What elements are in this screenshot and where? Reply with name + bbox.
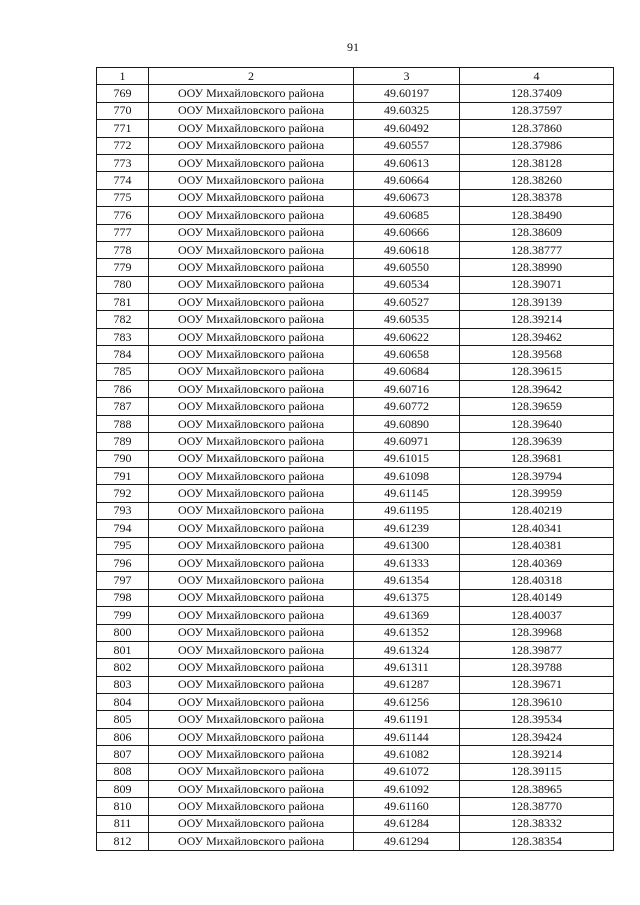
table-row	[97, 589, 614, 606]
cell-number: 770	[97, 102, 149, 119]
cell-name: ООУ Михайловского района	[149, 711, 354, 728]
table-row	[97, 154, 614, 171]
cell-name: ООУ Михайловского района	[149, 172, 354, 189]
cell-name: ООУ Михайловского района	[149, 554, 354, 571]
cell-longitude: 128.40318	[460, 572, 614, 589]
cell-number: 810	[97, 798, 149, 815]
cell-latitude: 49.61072	[354, 763, 460, 780]
cell-latitude: 49.61300	[354, 537, 460, 554]
cell-name: ООУ Михайловского района	[149, 311, 354, 328]
cell-number: 808	[97, 763, 149, 780]
cell-number: 784	[97, 346, 149, 363]
table-row	[97, 624, 614, 641]
table-row	[97, 137, 614, 154]
table-row	[97, 311, 614, 328]
cell-number: 786	[97, 381, 149, 398]
cell-latitude: 49.60622	[354, 328, 460, 345]
cell-longitude: 128.39534	[460, 711, 614, 728]
cell-name: ООУ Михайловского района	[149, 224, 354, 241]
table-row	[97, 502, 614, 519]
cell-name: ООУ Михайловского района	[149, 763, 354, 780]
cell-longitude: 128.38609	[460, 224, 614, 241]
cell-latitude: 49.61195	[354, 502, 460, 519]
table-row	[97, 415, 614, 432]
cell-longitude: 128.39462	[460, 328, 614, 345]
cell-longitude: 128.39610	[460, 694, 614, 711]
table-header	[97, 68, 614, 85]
cell-number: 783	[97, 328, 149, 345]
cell-latitude: 49.61354	[354, 572, 460, 589]
cell-number: 785	[97, 363, 149, 380]
cell-longitude: 128.40149	[460, 589, 614, 606]
cell-longitude: 128.37860	[460, 120, 614, 137]
cell-longitude: 128.38490	[460, 207, 614, 224]
cell-longitude: 128.38354	[460, 833, 614, 850]
cell-latitude: 49.61015	[354, 450, 460, 467]
cell-longitude: 128.38260	[460, 172, 614, 189]
coordinates-table	[96, 67, 614, 851]
cell-latitude: 49.60772	[354, 398, 460, 415]
cell-number: 797	[97, 572, 149, 589]
cell-longitude: 128.39071	[460, 276, 614, 293]
cell-latitude: 49.60664	[354, 172, 460, 189]
cell-name: ООУ Михайловского района	[149, 294, 354, 311]
cell-name: ООУ Михайловского района	[149, 502, 354, 519]
cell-number: 795	[97, 537, 149, 554]
cell-latitude: 49.61333	[354, 554, 460, 571]
table-row	[97, 572, 614, 589]
cell-number: 799	[97, 607, 149, 624]
cell-number: 801	[97, 641, 149, 658]
table-row	[97, 815, 614, 832]
cell-longitude: 128.39968	[460, 624, 614, 641]
cell-longitude: 128.40341	[460, 520, 614, 537]
cell-latitude: 49.60550	[354, 259, 460, 276]
cell-latitude: 49.60673	[354, 189, 460, 206]
cell-longitude: 128.38332	[460, 815, 614, 832]
cell-latitude: 49.61284	[354, 815, 460, 832]
cell-number: 807	[97, 746, 149, 763]
cell-longitude: 128.39659	[460, 398, 614, 415]
cell-latitude: 49.60658	[354, 346, 460, 363]
cell-latitude: 49.60325	[354, 102, 460, 119]
cell-name: ООУ Михайловского района	[149, 624, 354, 641]
cell-name: ООУ Михайловского района	[149, 641, 354, 658]
cell-longitude: 128.40219	[460, 502, 614, 519]
page-number: 91	[347, 40, 359, 54]
cell-number: 782	[97, 311, 149, 328]
cell-latitude: 49.61256	[354, 694, 460, 711]
cell-name: ООУ Михайловского района	[149, 781, 354, 798]
cell-longitude: 128.38378	[460, 189, 614, 206]
cell-name: ООУ Михайловского района	[149, 728, 354, 745]
cell-name: ООУ Михайловского района	[149, 189, 354, 206]
cell-number: 809	[97, 781, 149, 798]
cell-number: 776	[97, 207, 149, 224]
table-row	[97, 276, 614, 293]
cell-longitude: 128.37409	[460, 85, 614, 102]
cell-latitude: 49.61092	[354, 781, 460, 798]
cell-number: 805	[97, 711, 149, 728]
cell-name: ООУ Михайловского района	[149, 120, 354, 137]
cell-longitude: 128.39214	[460, 746, 614, 763]
cell-longitude: 128.39115	[460, 763, 614, 780]
table-row	[97, 328, 614, 345]
table-row	[97, 398, 614, 415]
cell-number: 772	[97, 137, 149, 154]
cell-name: ООУ Михайловского района	[149, 85, 354, 102]
table-row	[97, 381, 614, 398]
cell-number: 793	[97, 502, 149, 519]
cell-number: 774	[97, 172, 149, 189]
table-row	[97, 781, 614, 798]
cell-name: ООУ Михайловского района	[149, 607, 354, 624]
cell-name: ООУ Михайловского района	[149, 572, 354, 589]
cell-name: ООУ Михайловского района	[149, 363, 354, 380]
header-col-latitude: 3	[354, 68, 460, 85]
cell-latitude: 49.60685	[354, 207, 460, 224]
cell-longitude: 128.39681	[460, 450, 614, 467]
cell-name: ООУ Михайловского района	[149, 241, 354, 258]
cell-number: 781	[97, 294, 149, 311]
cell-number: 790	[97, 450, 149, 467]
cell-name: ООУ Михайловского района	[149, 467, 354, 484]
cell-latitude: 49.60527	[354, 294, 460, 311]
table-row	[97, 694, 614, 711]
cell-latitude: 49.60535	[354, 311, 460, 328]
table-row	[97, 798, 614, 815]
cell-longitude: 128.38990	[460, 259, 614, 276]
cell-number: 787	[97, 398, 149, 415]
cell-number: 811	[97, 815, 149, 832]
cell-longitude: 128.39640	[460, 415, 614, 432]
cell-latitude: 49.61287	[354, 676, 460, 693]
table-row	[97, 554, 614, 571]
cell-name: ООУ Михайловского района	[149, 276, 354, 293]
cell-number: 775	[97, 189, 149, 206]
table-row	[97, 467, 614, 484]
cell-longitude: 128.39639	[460, 433, 614, 450]
table-row	[97, 746, 614, 763]
cell-name: ООУ Михайловского района	[149, 259, 354, 276]
cell-number: 803	[97, 676, 149, 693]
cell-name: ООУ Михайловского района	[149, 815, 354, 832]
table-row	[97, 763, 614, 780]
table-row	[97, 207, 614, 224]
table-row	[97, 259, 614, 276]
cell-name: ООУ Михайловского района	[149, 485, 354, 502]
cell-latitude: 49.60716	[354, 381, 460, 398]
cell-name: ООУ Михайловского района	[149, 450, 354, 467]
cell-number: 769	[97, 85, 149, 102]
table-row	[97, 189, 614, 206]
table-row	[97, 641, 614, 658]
cell-latitude: 49.60890	[354, 415, 460, 432]
cell-name: ООУ Михайловского района	[149, 433, 354, 450]
cell-name: ООУ Михайловского района	[149, 520, 354, 537]
table-row	[97, 433, 614, 450]
cell-name: ООУ Михайловского района	[149, 676, 354, 693]
cell-latitude: 49.61294	[354, 833, 460, 850]
cell-latitude: 49.60618	[354, 241, 460, 258]
cell-number: 798	[97, 589, 149, 606]
cell-number: 780	[97, 276, 149, 293]
cell-longitude: 128.39959	[460, 485, 614, 502]
cell-longitude: 128.39788	[460, 659, 614, 676]
cell-latitude: 49.61369	[354, 607, 460, 624]
cell-number: 777	[97, 224, 149, 241]
cell-name: ООУ Михайловского района	[149, 398, 354, 415]
cell-name: ООУ Михайловского района	[149, 798, 354, 815]
cell-longitude: 128.40381	[460, 537, 614, 554]
cell-number: 792	[97, 485, 149, 502]
cell-longitude: 128.39671	[460, 676, 614, 693]
cell-number: 789	[97, 433, 149, 450]
table-row	[97, 241, 614, 258]
cell-longitude: 128.38777	[460, 241, 614, 258]
cell-latitude: 49.60557	[354, 137, 460, 154]
cell-name: ООУ Михайловского района	[149, 381, 354, 398]
cell-name: ООУ Михайловского района	[149, 659, 354, 676]
cell-longitude: 128.39214	[460, 311, 614, 328]
table-row	[97, 537, 614, 554]
cell-longitude: 128.37986	[460, 137, 614, 154]
cell-latitude: 49.61375	[354, 589, 460, 606]
cell-name: ООУ Михайловского района	[149, 537, 354, 554]
cell-name: ООУ Михайловского района	[149, 207, 354, 224]
cell-name: ООУ Михайловского района	[149, 328, 354, 345]
cell-latitude: 49.61324	[354, 641, 460, 658]
table-row	[97, 833, 614, 850]
table-row	[97, 294, 614, 311]
cell-latitude: 49.60534	[354, 276, 460, 293]
cell-latitude: 49.61239	[354, 520, 460, 537]
cell-latitude: 49.61082	[354, 746, 460, 763]
cell-latitude: 49.60492	[354, 120, 460, 137]
table-row	[97, 676, 614, 693]
cell-name: ООУ Михайловского района	[149, 415, 354, 432]
table-body	[97, 85, 614, 850]
cell-number: 778	[97, 241, 149, 258]
cell-name: ООУ Михайловского района	[149, 589, 354, 606]
cell-number: 791	[97, 467, 149, 484]
cell-name: ООУ Михайловского района	[149, 346, 354, 363]
cell-number: 779	[97, 259, 149, 276]
cell-longitude: 128.38128	[460, 154, 614, 171]
cell-longitude: 128.38770	[460, 798, 614, 815]
table-row	[97, 520, 614, 537]
cell-number: 802	[97, 659, 149, 676]
header-row	[97, 68, 614, 85]
cell-longitude: 128.37597	[460, 102, 614, 119]
header-col-longitude: 4	[460, 68, 614, 85]
cell-name: ООУ Михайловского района	[149, 137, 354, 154]
cell-name: ООУ Михайловского района	[149, 694, 354, 711]
cell-number: 812	[97, 833, 149, 850]
cell-latitude: 49.61352	[354, 624, 460, 641]
cell-latitude: 49.60684	[354, 363, 460, 380]
cell-longitude: 128.39642	[460, 381, 614, 398]
cell-name: ООУ Михайловского района	[149, 746, 354, 763]
cell-latitude: 49.60197	[354, 85, 460, 102]
table-row	[97, 102, 614, 119]
table-row	[97, 224, 614, 241]
cell-number: 804	[97, 694, 149, 711]
cell-latitude: 49.61191	[354, 711, 460, 728]
cell-longitude: 128.39877	[460, 641, 614, 658]
table-row	[97, 711, 614, 728]
cell-latitude: 49.60971	[354, 433, 460, 450]
cell-latitude: 49.61098	[354, 467, 460, 484]
table-row	[97, 346, 614, 363]
table-row	[97, 659, 614, 676]
cell-number: 771	[97, 120, 149, 137]
cell-latitude: 49.61311	[354, 659, 460, 676]
cell-latitude: 49.61145	[354, 485, 460, 502]
cell-number: 788	[97, 415, 149, 432]
cell-longitude: 128.39615	[460, 363, 614, 380]
cell-longitude: 128.39568	[460, 346, 614, 363]
table-row	[97, 607, 614, 624]
cell-latitude: 49.61144	[354, 728, 460, 745]
cell-number: 773	[97, 154, 149, 171]
cell-number: 806	[97, 728, 149, 745]
cell-longitude: 128.38965	[460, 781, 614, 798]
table-row	[97, 728, 614, 745]
cell-longitude: 128.40369	[460, 554, 614, 571]
cell-latitude: 49.60613	[354, 154, 460, 171]
cell-name: ООУ Михайловского района	[149, 154, 354, 171]
table-row	[97, 172, 614, 189]
table-row	[97, 485, 614, 502]
cell-longitude: 128.39794	[460, 467, 614, 484]
cell-latitude: 49.61160	[354, 798, 460, 815]
cell-longitude: 128.40037	[460, 607, 614, 624]
header-col-name: 2	[149, 68, 354, 85]
table-row	[97, 120, 614, 137]
cell-number: 796	[97, 554, 149, 571]
cell-longitude: 128.39139	[460, 294, 614, 311]
cell-name: ООУ Михайловского района	[149, 102, 354, 119]
cell-number: 800	[97, 624, 149, 641]
cell-latitude: 49.60666	[354, 224, 460, 241]
header-col-number: 1	[97, 68, 149, 85]
table-row	[97, 363, 614, 380]
cell-number: 794	[97, 520, 149, 537]
table-row	[97, 85, 614, 102]
table-row	[97, 450, 614, 467]
cell-longitude: 128.39424	[460, 728, 614, 745]
cell-name: ООУ Михайловского района	[149, 833, 354, 850]
